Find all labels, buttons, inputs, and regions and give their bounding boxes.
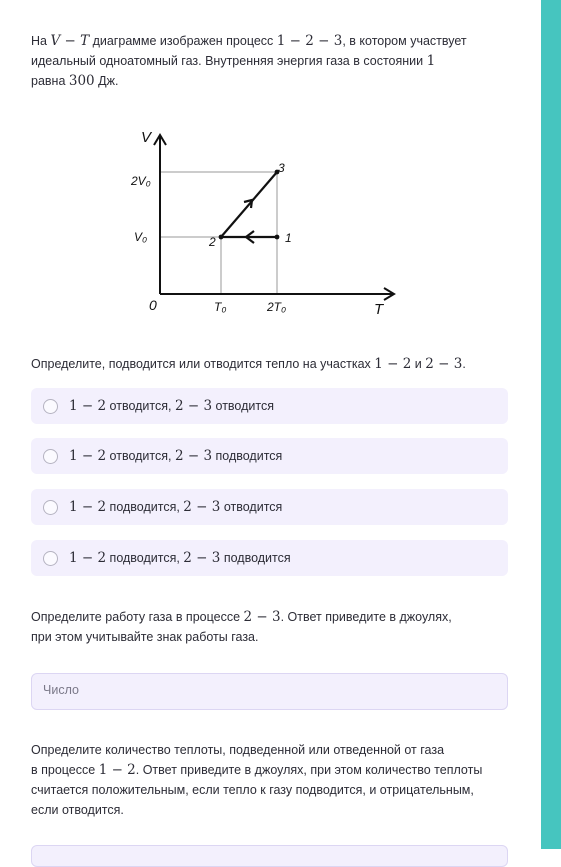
side-accent-bar — [541, 0, 561, 849]
answer-option-4[interactable] — [31, 540, 508, 576]
point-label-3: 3 — [278, 161, 285, 175]
radio-button[interactable] — [43, 551, 58, 566]
point-1-dot — [275, 235, 280, 240]
origin-label: 0 — [149, 297, 157, 313]
tick-label-2v0: 2V₀ — [131, 174, 151, 188]
process-2-3 — [221, 172, 277, 237]
vt-diagram — [125, 125, 405, 320]
heat-answer-input[interactable] — [31, 845, 508, 867]
question-heat-direction: Определите, подводится или отводится тепло на участках 1 − 2 и 2 − 3. — [31, 356, 466, 372]
option-label: 1 − 2 отводится, 2 − 3 отводится — [69, 398, 274, 414]
answer-option-2[interactable] — [31, 438, 508, 474]
axis-label-t: T — [374, 301, 384, 318]
question-heat-amount: Определите количество теплоты, подведенной или отведенной от газа в процессе 1 − 2. Ответ приведите в джоулях, при этом количество теплоты считается положительным, если тепло к газу подводится, и отрицательным, если отводится. — [31, 743, 483, 817]
axis-label-v: V — [141, 129, 152, 146]
point-2-dot — [219, 235, 224, 240]
option-label: 1 − 2 подводится, 2 − 3 отводится — [69, 499, 283, 515]
question-work: Определите работу газа в процессе 2 − 3. Ответ приведите в джоулях, при этом учитывайте знак работы газа. — [31, 609, 452, 644]
answer-option-1[interactable] — [31, 388, 508, 424]
point-label-1: 1 — [285, 231, 292, 245]
input-placeholder: Число — [43, 683, 79, 697]
tick-label-t0: T₀ — [214, 300, 227, 314]
work-answer-input[interactable] — [31, 673, 508, 710]
point-label-2: 2 — [209, 235, 216, 249]
answer-option-3[interactable] — [31, 489, 508, 525]
tick-label-v0: V₀ — [134, 230, 148, 244]
problem-statement: На V − T диаграмме изображен процесс 1 − 2 − 3, в котором участвует идеальный одноатомный газ. Внутренняя энергия газа в состоянии 1 равна 300 Дж. — [31, 33, 467, 89]
option-label: 1 − 2 подводится, 2 − 3 подводится — [69, 550, 291, 566]
radio-button[interactable] — [43, 500, 58, 515]
radio-button[interactable] — [43, 399, 58, 414]
radio-button[interactable] — [43, 449, 58, 464]
option-label: 1 − 2 отводится, 2 − 3 подводится — [69, 448, 283, 464]
tick-label-2t0: 2T₀ — [267, 300, 287, 314]
